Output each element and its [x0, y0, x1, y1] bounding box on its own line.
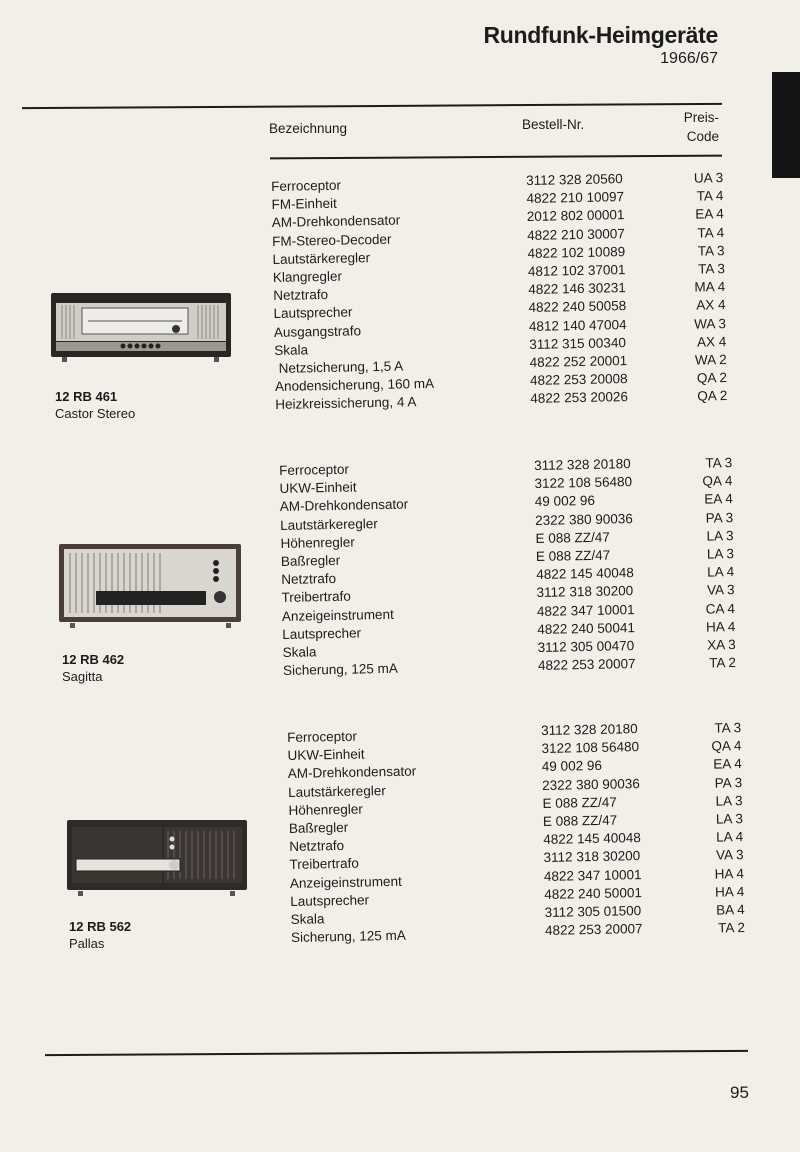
part-price-code: QA 4 [711, 738, 742, 754]
parts-name-column [279, 461, 411, 682]
model-label [62, 651, 124, 685]
part-price-code: EA 4 [713, 756, 742, 772]
part-name: Klangregler [272, 268, 343, 285]
part-order-number: 4822 146 30231 [528, 280, 626, 298]
parts-name-column [271, 176, 435, 415]
part-order-number: 4822 102 10089 [527, 243, 626, 261]
part-order-number: 4822 210 10097 [526, 189, 625, 207]
page-number: 95 [730, 1083, 749, 1102]
part-price-code: WA 3 [694, 315, 727, 332]
parts-order-column [526, 171, 628, 409]
part-name: Netztrafo [281, 571, 337, 588]
radio-pallas-picture [64, 817, 250, 897]
part-price-code: QA 4 [702, 473, 733, 489]
thumb-index-tab [772, 72, 800, 178]
radio-castor-stereo-picture [48, 290, 234, 366]
part-order-number: 4822 253 20008 [529, 371, 628, 389]
part-order-number: E 088 ZZ/47 [535, 529, 610, 546]
part-name: AM-Drehkondensator [271, 212, 401, 231]
part-order-number: 3112 328 20180 [541, 721, 638, 738]
part-name: Skala [274, 342, 309, 358]
part-price-code: UA 3 [693, 170, 724, 186]
part-price-code: LA 4 [707, 564, 735, 580]
part-order-number: 2322 380 90036 [542, 775, 640, 793]
part-name: Sicherung, 125 mA [290, 927, 406, 946]
part-name: Lautsprecher [290, 892, 370, 909]
header-rule [270, 155, 722, 160]
product-section [0, 170, 800, 430]
part-price-code: HA 4 [705, 618, 736, 635]
part-order-number: E 088 ZZ/47 [542, 794, 617, 811]
column-header-name: Bezeichnung [269, 121, 348, 136]
parts-name-column [287, 728, 419, 949]
part-price-code: TA 2 [709, 655, 737, 671]
part-name: Skala [282, 644, 317, 660]
part-price-code: QA 2 [697, 388, 728, 404]
part-order-number: 3112 318 30200 [536, 583, 634, 601]
part-price-code: VA 3 [715, 847, 744, 863]
part-order-number: 4812 140 47004 [528, 316, 627, 334]
part-price-code: EA 4 [695, 206, 724, 222]
part-price-code: TA 4 [697, 224, 725, 241]
part-name: AM-Drehkondensator [287, 763, 417, 782]
part-price-code: TA 2 [718, 920, 746, 936]
model-label [55, 388, 135, 422]
model-name: Pallas [69, 936, 105, 951]
parts-code-column [693, 720, 745, 939]
part-name: Netztrafo [273, 287, 329, 304]
part-price-code: XA 3 [706, 636, 736, 653]
part-name: Skala [290, 911, 325, 927]
part-order-number: 4812 102 37001 [527, 262, 626, 279]
top-rule [22, 103, 722, 109]
part-order-number: 3122 108 56480 [541, 739, 640, 757]
part-name: Ferroceptor [279, 461, 350, 478]
part-name: Sicherung, 125 mA [282, 660, 398, 679]
part-order-number: 4822 253 20026 [530, 389, 629, 407]
part-name: Treibertrafo [281, 588, 352, 606]
part-price-code: HA 4 [714, 883, 745, 900]
part-name: Lautsprecher [273, 304, 353, 322]
part-order-number: 4822 347 10001 [536, 601, 635, 619]
part-order-number: 4822 145 40048 [543, 830, 641, 848]
part-order-number: E 088 ZZ/47 [542, 812, 618, 829]
part-order-number: 3112 328 20560 [526, 171, 623, 188]
part-name: Anzeigeinstrument [281, 606, 394, 624]
part-price-code: TA 3 [714, 720, 742, 736]
part-order-number: 4822 210 30007 [527, 225, 625, 243]
part-price-code: BA 4 [715, 901, 745, 918]
part-price-code: TA 3 [705, 455, 733, 471]
column-header-code-line1: Preis- [683, 110, 719, 125]
part-name: Ferroceptor [271, 177, 342, 194]
part-order-number: 4822 240 50001 [544, 884, 643, 902]
part-order-number: 4822 253 20007 [537, 656, 636, 674]
part-price-code: LA 3 [715, 792, 743, 809]
part-name: Ausgangstrafo [273, 322, 362, 340]
part-price-code: EA 4 [704, 491, 733, 507]
part-price-code: CA 4 [705, 600, 736, 617]
part-price-code: AX 4 [696, 333, 727, 350]
part-price-code: MA 4 [694, 279, 726, 295]
parts-order-column [534, 456, 636, 676]
part-order-number: 4822 145 40048 [536, 565, 634, 583]
part-name: Netzsicherung, 1,5 A [278, 358, 404, 376]
parts-order-column [541, 721, 643, 941]
column-header-order: Bestell-Nr. [522, 117, 585, 132]
column-header-code [660, 108, 719, 146]
part-price-code: PA 3 [705, 509, 734, 526]
part-price-code: LA 3 [715, 810, 744, 827]
part-name: Lautsprecher [282, 625, 362, 642]
page-title: Rundfunk-Heimgeräte [483, 22, 718, 48]
product-section [0, 720, 800, 980]
part-order-number: 4822 347 10001 [543, 866, 642, 884]
part-price-code: WA 2 [694, 351, 727, 368]
part-name: Baßregler [288, 819, 349, 836]
bottom-rule [45, 1050, 748, 1056]
part-order-number: 2012 802 00001 [526, 207, 625, 225]
model-name: Castor Stereo [55, 406, 136, 421]
part-order-number: 4822 240 50058 [528, 298, 627, 316]
part-name: Anzeigeinstrument [289, 873, 402, 891]
part-name: Baßregler [280, 552, 341, 569]
part-name: Netztrafo [289, 838, 345, 855]
part-order-number: 4822 240 50041 [537, 619, 636, 637]
part-name: Lautstärkeregler [272, 249, 371, 267]
parts-code-column [684, 455, 736, 674]
part-price-code: QA 2 [696, 370, 728, 386]
part-order-number: 49 002 96 [541, 758, 603, 775]
part-name: Höhenregler [280, 534, 355, 551]
part-order-number: 3122 108 56480 [534, 474, 633, 492]
part-order-number: 4822 253 20007 [544, 921, 643, 939]
part-price-code: TA 4 [696, 188, 724, 204]
part-price-code: LA 3 [706, 545, 735, 562]
part-order-number: 3112 318 30200 [543, 848, 641, 866]
part-name: FM-Stereo-Decoder [272, 231, 392, 249]
part-name: AM-Drehkondensator [279, 496, 409, 515]
part-price-code: TA 3 [697, 242, 725, 259]
model-number: 12 RB 562 [69, 919, 132, 934]
part-price-code: TA 3 [697, 260, 726, 277]
part-order-number: 3112 305 00470 [537, 637, 635, 655]
part-name: Heizkreissicherung, 4 A [275, 394, 417, 413]
part-name: Treibertrafo [289, 855, 360, 873]
page-years: 1966/67 [660, 50, 718, 67]
part-name: Lautstärkeregler [280, 515, 378, 533]
part-name: Ferroceptor [287, 728, 358, 745]
model-number: 12 RB 462 [62, 652, 125, 667]
part-price-code: PA 3 [714, 774, 743, 791]
part-order-number: 49 002 96 [534, 493, 596, 510]
part-order-number: 4822 252 20001 [529, 352, 628, 370]
part-name: Lautstärkeregler [288, 782, 386, 800]
part-order-number: 3112 315 00340 [529, 334, 627, 352]
part-name: UKW-Einheit [279, 479, 357, 497]
part-price-code: AX 4 [696, 297, 726, 313]
part-price-code: VA 3 [706, 582, 735, 598]
part-name: Höhenregler [288, 801, 363, 818]
model-label [69, 918, 131, 952]
part-name: Anodensicherung, 160 mA [274, 375, 435, 395]
column-header-code-line2: Code [686, 129, 719, 144]
part-name: FM-Einheit [271, 195, 337, 213]
part-order-number: 3112 305 01500 [544, 902, 642, 920]
part-order-number: 3112 328 20180 [534, 456, 631, 473]
part-order-number: E 088 ZZ/47 [535, 547, 611, 564]
part-price-code: LA 3 [706, 527, 734, 544]
parts-code-column [675, 170, 728, 407]
radio-sagitta-picture [56, 541, 244, 629]
model-number: 12 RB 461 [55, 389, 118, 404]
part-name: UKW-Einheit [287, 746, 365, 764]
part-price-code: HA 4 [714, 865, 745, 882]
part-order-number: 2322 380 90036 [535, 510, 633, 528]
part-price-code: LA 4 [716, 829, 744, 845]
product-section [0, 455, 800, 715]
model-name: Sagitta [62, 669, 103, 684]
